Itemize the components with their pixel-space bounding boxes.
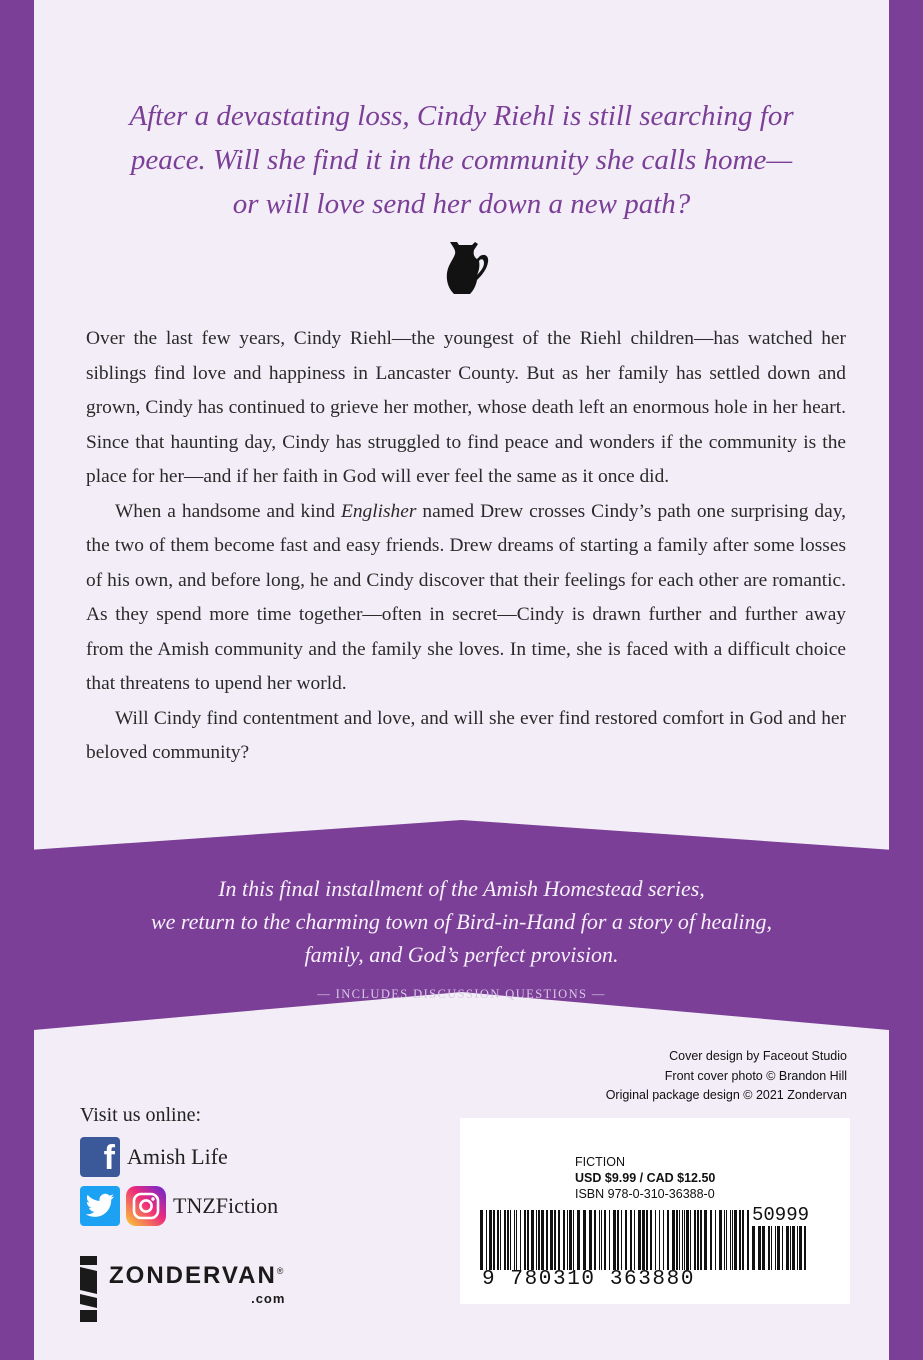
barcode-bar [638,1210,641,1270]
tagline [34,94,889,226]
barcode-bar [486,1210,487,1270]
barcode-bar [797,1226,798,1270]
barcode-bar [567,1210,568,1270]
cover-credits [606,1047,847,1106]
twitter-instagram-row[interactable] [80,1186,278,1226]
barcode-bar [497,1210,499,1270]
barcode-bar [634,1210,635,1270]
barcode-bar [480,1210,483,1270]
barcode-bar [710,1210,712,1270]
tagline-line-3: or will love send her down a new path? [232,188,691,220]
barcode-bar [524,1210,526,1270]
series-blurb-line-2: we return to the charming town of Bird-in-Hand for a story of healing, [150,909,773,934]
series-blurb [0,872,923,971]
barcode-bar [742,1210,744,1270]
price-label: USD $9.99 / CAD $12.50 [575,1171,716,1185]
barcode-bar [694,1210,696,1270]
series-blurb-line-3: family, and God’s perfect provision. [304,942,619,967]
barcode-bar [599,1210,600,1270]
barcode-bar [558,1210,560,1270]
barcode-bar [786,1226,789,1270]
synopsis-paragraph-2 [86,495,846,702]
barcode-bar [594,1210,596,1270]
zondervan-logo [80,1256,285,1322]
barcode-bar [700,1210,702,1270]
barcode-bar [804,1226,806,1270]
barcode-bar [724,1210,725,1270]
barcode-bar [507,1210,509,1270]
barcode-bar [554,1210,556,1270]
twitter-icon[interactable] [80,1186,120,1226]
barcode-bar [650,1210,652,1270]
barcode-bar [520,1210,521,1270]
synopsis-paragraph-3: Will Cindy find contentment and love, and will she ever find restored comfort in God and her beloved community? [86,707,846,763]
barcode-block [460,1118,850,1304]
facebook-row[interactable] [80,1137,228,1177]
barcode-bar [563,1210,565,1270]
barcode-bar [679,1210,680,1270]
pitcher-icon [442,239,490,297]
barcode-bar [730,1210,731,1270]
credit-photo: Front cover photo © Brandon Hill [664,1068,847,1083]
barcode-bars [480,1210,750,1270]
instagram-icon[interactable] [126,1186,166,1226]
p2-rest: named Drew crosses Cindy’s path one surprising day, the two of them become fast and easy friends. Drew dreams of starting a family after some losses of his own, and before long, he and Cindy discover that their feelings for each other are romantic. As they spend more time together—often in secret—Cindy is drawn further and further away from the Amish community and the family she loves. In time, she is faced with a difficult choice that threatens to upend her world. [86,500,846,694]
credit-package: Original package design © 2021 Zondervan [605,1088,847,1102]
barcode-bar [667,1210,669,1270]
barcode-bar [726,1210,727,1270]
series-blurb-line-1: In this final installment of the Amish Homestead series, [218,876,705,901]
barcode-bar [538,1210,540,1270]
barcode-bar [775,1226,776,1270]
publisher-domain: .com [251,1291,286,1306]
barcode-bar [684,1210,685,1270]
barcode-bar [531,1210,534,1270]
barcode-bar [516,1210,517,1270]
barcode-bar [527,1210,529,1270]
tagline-line-2: peace. Will she find it in the community she calls home— [130,144,793,176]
barcode-bar [642,1210,645,1270]
barcode-bar [799,1226,802,1270]
barcode-bar [630,1210,632,1270]
barcode-bar [493,1210,495,1270]
synopsis [86,322,846,771]
barcode-bar [617,1210,619,1270]
barcode-bar [719,1210,722,1270]
zondervan-mark-icon [80,1256,97,1322]
barcode-bar [504,1210,506,1270]
barcode-bar [792,1226,795,1270]
barcode-bar [734,1210,737,1270]
discussion-questions-note: — INCLUDES DISCUSSION QUESTIONS — [317,987,606,1001]
barcode-bar [732,1210,733,1270]
barcode-bar [550,1210,553,1270]
barcode-bar [514,1210,515,1270]
barcode-bar [762,1226,765,1270]
p2-start: When a handsome and kind [115,500,341,522]
barcode-bar [790,1226,791,1270]
barcode-bar [690,1210,691,1270]
barcode-bar [782,1226,783,1270]
barcode-bar [663,1210,664,1270]
barcode-bar [659,1210,660,1270]
barcode-bar [510,1210,511,1270]
barcode-bar [489,1210,492,1270]
barcode-bar [573,1210,574,1270]
barcode-bar [621,1210,622,1270]
barcode-bar [752,1226,755,1270]
barcode-bar [589,1210,592,1270]
barcode-number: 9 780310 363880 [482,1268,696,1291]
barcode-bar [613,1210,616,1270]
barcode-bar [777,1226,780,1270]
barcode-bar [686,1210,689,1270]
barcode-bar [536,1210,537,1270]
barcode-bar [646,1210,648,1270]
facebook-icon[interactable]: f [80,1137,120,1177]
synopsis-paragraph-1: Over the last few years, Cindy Riehl—the youngest of the Riehl children—has watched her siblings find love and happiness in Lancaster County. But as her family has settled down and grown, Cindy has continued to grieve her mother, whose death left an enormous hole in her heart. Since that haunting day, Cindy has struggled to find peace and wonders if the community is the place for her—and if her faith in God will ever feel the same as it once did. [86,328,846,487]
barcode-bar [601,1210,602,1270]
barcode-bar [655,1210,656,1270]
barcode-addon-number: 50999 [752,1204,810,1226]
barcode-bar [676,1210,678,1270]
registered-mark: ® [276,1266,286,1276]
barcode-bar [604,1210,606,1270]
credit-design: Cover design by Faceout Studio [669,1049,847,1063]
barcode-bar [609,1210,610,1270]
barcode-bar [758,1226,761,1270]
isbn-label: ISBN 978-0-310-36388-0 [575,1187,715,1201]
barcode-bar [739,1210,741,1270]
publisher-name: ZONDERVAN® [109,1262,286,1289]
barcode-bar [577,1210,580,1270]
barcode-bar [768,1226,770,1270]
barcode-bar [747,1210,749,1270]
visit-online-heading: Visit us online: [80,1104,202,1126]
barcode-bar [682,1210,683,1270]
barcode-bar [715,1210,716,1270]
barcode-bar [500,1210,501,1270]
barcode-bar [672,1210,675,1270]
barcode-bar [625,1210,627,1270]
genre-label: FICTION [575,1155,625,1169]
barcode-bar [704,1210,707,1270]
englisher-term: Englisher [340,500,417,522]
barcode-bar [771,1226,772,1270]
barcode-bar [583,1210,586,1270]
barcode-bar [697,1210,699,1270]
tagline-line-1: After a devastating loss, Cindy Riehl is still searching for [129,100,794,132]
barcode-bar [569,1210,572,1270]
barcode-bar [541,1210,544,1270]
social-handle-label[interactable]: TNZFiction [173,1193,279,1218]
barcode-addon-bars [752,1226,808,1270]
facebook-label[interactable]: Amish Life [127,1144,228,1169]
barcode-bar [546,1210,548,1270]
